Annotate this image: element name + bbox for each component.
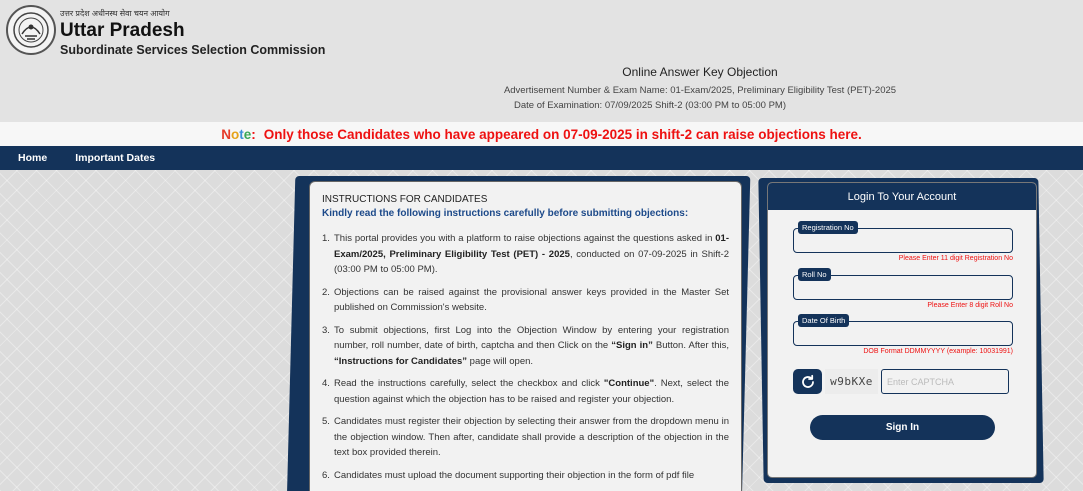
state-emblem-logo: [6, 5, 56, 55]
main-nav: [0, 146, 1083, 170]
sign-in-button[interactable]: Sign In: [810, 415, 995, 440]
commission-name: Subordinate Services Selection Commission: [60, 43, 326, 57]
roll-error: Please Enter 8 digit Roll No: [927, 302, 1013, 309]
roll-label: Roll No: [798, 268, 831, 281]
roll-field: [793, 270, 1013, 309]
captcha-row: [793, 369, 1009, 394]
instruction-item: 4. Read the instructions carefully, select the checkbox and click "Continue". Next, select the question against which the objection has to be raised and register your objection.: [322, 378, 729, 405]
portal-title: Online Answer Key Objection: [622, 65, 778, 79]
dob-label: Date Of Birth: [798, 314, 849, 327]
notice-banner: [0, 122, 1083, 146]
state-title: Uttar Pradesh: [60, 20, 185, 41]
refresh-icon: [800, 374, 816, 390]
advertisement-info: Advertisement Number & Exam Name: 01-Exam/2025, Preliminary Eligibility Test (PET)-2025: [503, 85, 897, 96]
nav-home-link[interactable]: Home: [18, 152, 48, 164]
login-card: [767, 182, 1037, 478]
instruction-item: 1. This portal provides you with a platform to raise objections against the questions asked in 01-Exam/2025, Preliminary Eligibility Test (PET) - 2025, conducted on 07-09-2025 in Shift-2 (03:00 PM to 05:00 PM).: [322, 233, 729, 275]
registration-field: [793, 223, 1013, 262]
registration-error: Please Enter 11 digit Registration No: [898, 255, 1013, 262]
hindi-commission-name: उत्तर प्रदेश अधीनस्थ सेवा चयन आयोग: [60, 9, 170, 18]
captcha-image: w9bKXe: [825, 369, 878, 394]
instructions-card: [309, 181, 742, 491]
instruction-item: 5. Candidates must register their objection by selecting their answer from the dropdown menu in the objection window. Then after, candidate shall provide a description of the objection in the text box provided therein.: [322, 416, 729, 458]
captcha-input[interactable]: [881, 369, 1009, 394]
instructions-title: INSTRUCTIONS FOR CANDIDATES: [322, 194, 488, 205]
refresh-captcha-button[interactable]: [793, 369, 822, 394]
dob-error: DOB Format DDMMYYYY (example: 10031991): [863, 348, 1013, 355]
instruction-item: 2. Objections can be raised against the provisional answer keys provided in the Master Set published on Commission's website.: [322, 286, 729, 313]
note-label: Note:: [221, 126, 256, 142]
notice-text: Only those Candidates who have appeared on 07-09-2025 in shift-2 can raise objections here.: [263, 126, 862, 142]
dob-field: [793, 316, 1013, 355]
instructions-subtitle: Kindly read the following instructions carefully before submitting objections:: [322, 208, 689, 219]
nav-important-dates-link[interactable]: Important Dates: [75, 152, 156, 164]
site-header: [0, 0, 1083, 122]
login-heading: Login To Your Account: [768, 183, 1036, 210]
instruction-item: 6. Candidates must upload the document supporting their objection in the form of pdf file: [322, 469, 695, 481]
registration-label: Registration No: [798, 221, 858, 234]
exam-date-info: Date of Examination: 07/09/2025 Shift-2 (03:00 PM to 05:00 PM): [514, 100, 786, 111]
instruction-item: 3. To submit objections, first Log into the Objection Window by entering your registration number, roll number, date of birth, captcha and then Click on the “Sign in” Button. After this, “Instructions for Candidates” page will open.: [322, 324, 730, 367]
instructions-list: [322, 231, 729, 483]
